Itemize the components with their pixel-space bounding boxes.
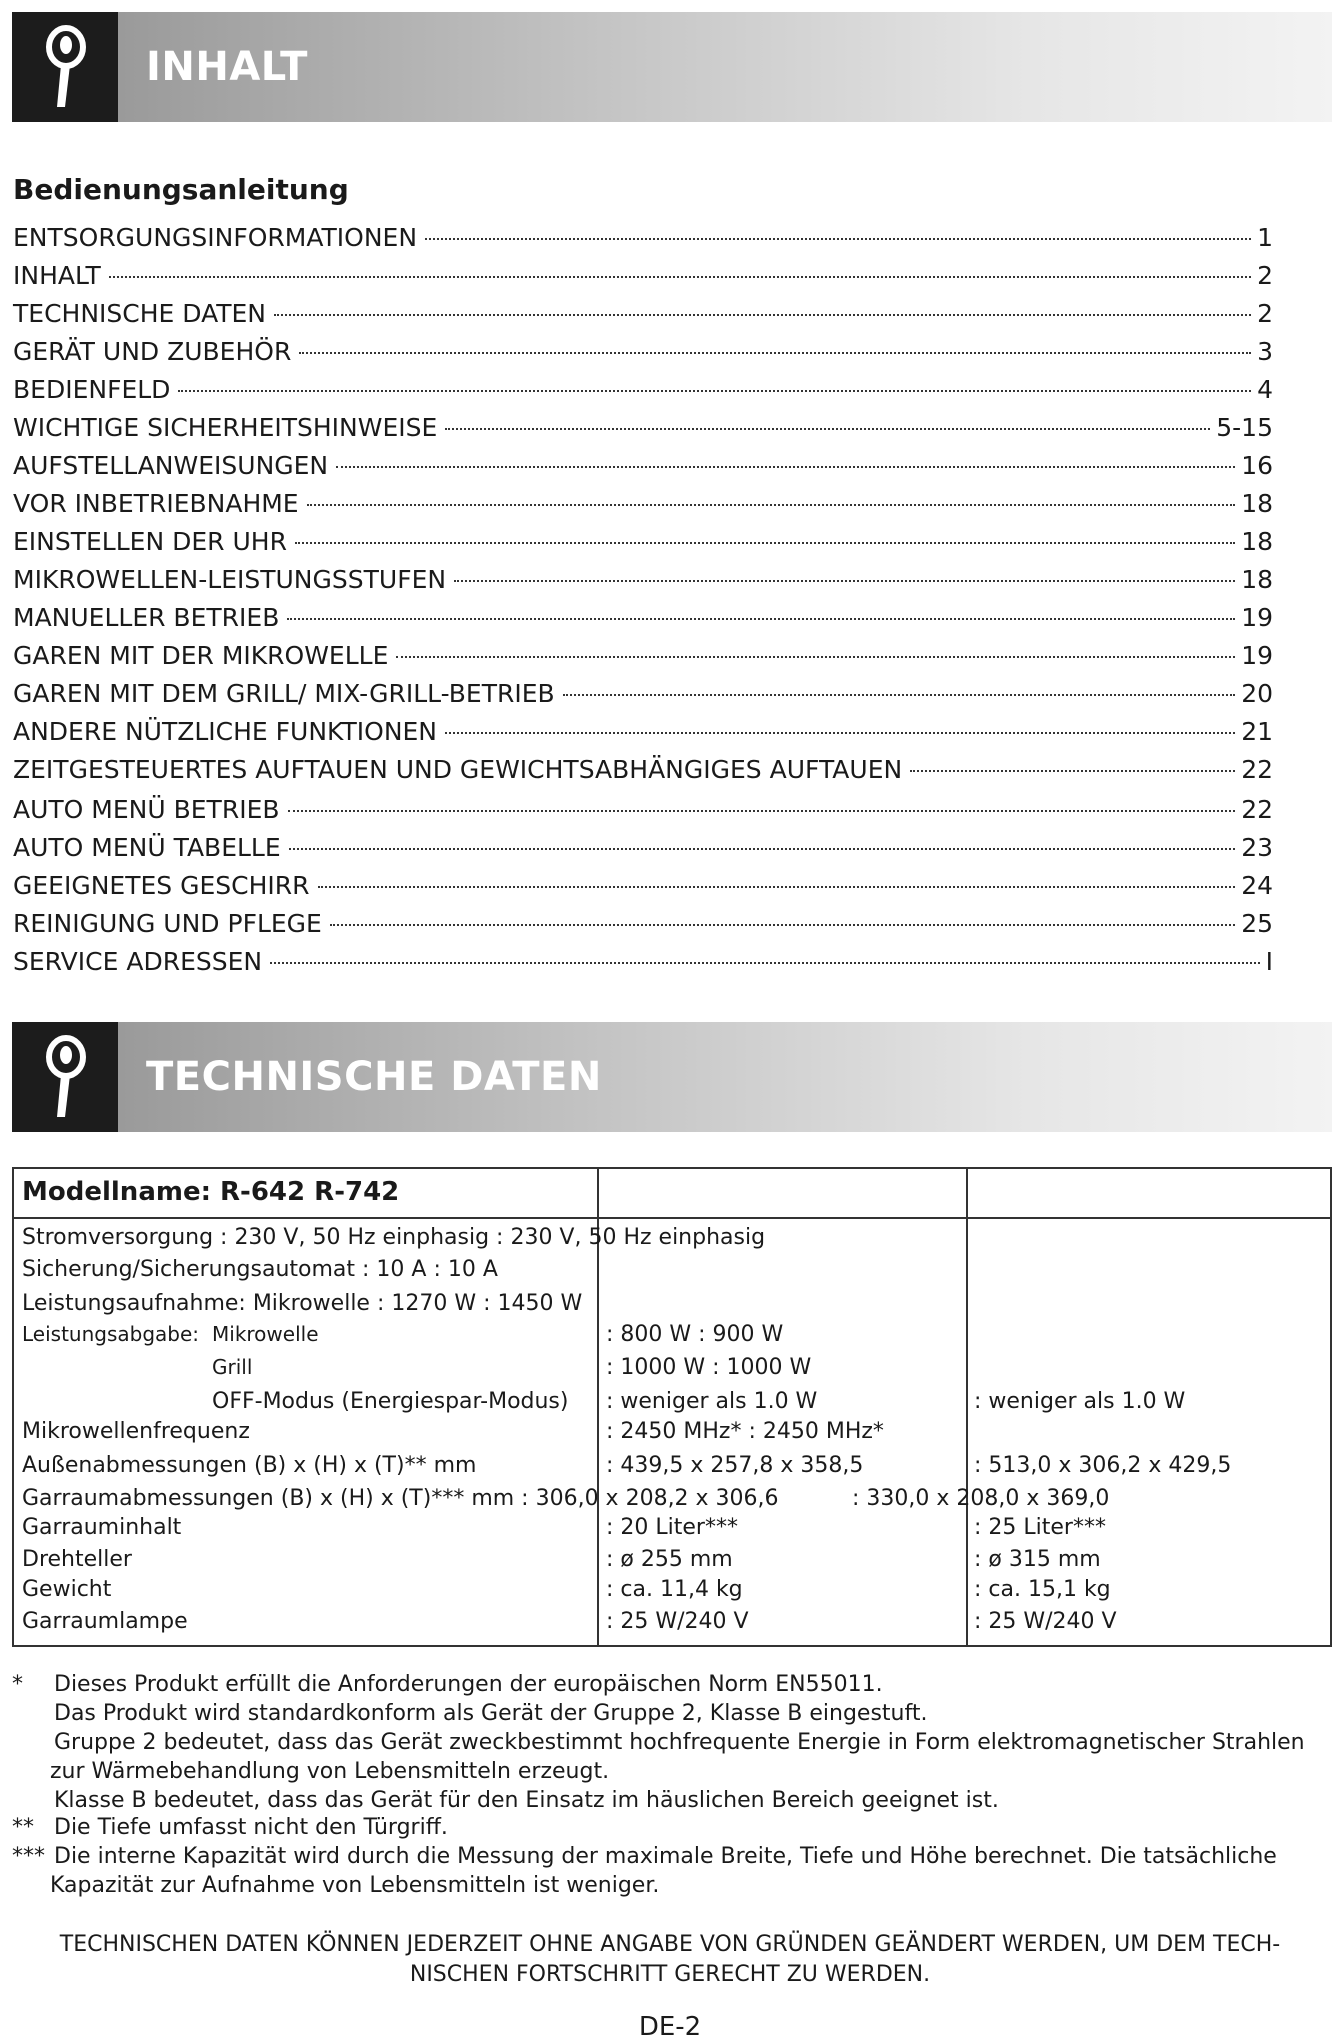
spec-lampe-label: Garraumlampe [22, 1609, 188, 1634]
toc-item-title: BEDIENFELD [13, 375, 171, 404]
banner-technische-daten [12, 1022, 1332, 1132]
toc-dot-leader [330, 924, 1235, 926]
toc-item-title: AUTO MENÜ TABELLE [13, 833, 281, 862]
footnote-line: zur Wärmebehandlung von Lebensmitteln erzeugt. [50, 1759, 610, 1784]
spec-dreh-value-2: : ø 315 mm [974, 1547, 1101, 1572]
toc-item-title: VOR INBETRIEBNAHME [13, 489, 299, 518]
toc-dot-leader [274, 314, 1251, 316]
spec-dreh-label: Drehteller [22, 1547, 132, 1572]
toc-dot-leader [318, 886, 1236, 888]
toc-item [13, 751, 1273, 791]
spec-aussen-value-2: : 513,0 x 306,2 x 429,5 [974, 1453, 1232, 1478]
toc-item [13, 829, 1273, 867]
toc-item [13, 295, 1273, 333]
toc-item [13, 867, 1273, 905]
footnote-mark: * [12, 1672, 23, 1697]
toc-item-page: 16 [1241, 451, 1273, 480]
tool-icon [12, 1022, 118, 1132]
spec-gewicht-value-1: : ca. 11,4 kg [606, 1577, 743, 1602]
toc-item [13, 561, 1273, 599]
toc-dot-leader [307, 504, 1236, 506]
spec-lampe-value-2: : 25 W/240 V [974, 1609, 1117, 1634]
toc-item-title: ANDERE NÜTZLICHE FUNKTIONEN [13, 717, 438, 746]
toc-dot-leader [178, 390, 1251, 392]
spec-garraum-value-2: : 330,0 x 208,0 x 369,0 [852, 1486, 1110, 1511]
toc-item [13, 599, 1273, 637]
table-of-contents [13, 172, 1273, 981]
spec-abgabe-grill-value: : 1000 W : 1000 W [606, 1355, 812, 1380]
spec-gewicht-value-2: : ca. 15,1 kg [974, 1577, 1111, 1602]
spec-sicherung: Sicherung/Sicherungsautomat : 10 A : 10 A [22, 1257, 498, 1282]
model-heading: Modellname: R-642 R-742 [22, 1177, 400, 1207]
toc-item-title: GEEIGNETES GESCHIRR [13, 871, 310, 900]
toc-item-title: ZEITGESTEUERTES AUFTAUEN UND GEWICHTSABHÄNGIGES AUFTAUEN [13, 755, 903, 784]
closing-notice-line: NISCHEN FORTSCHRITT GERECHT ZU WERDEN. [409, 1962, 931, 1987]
spec-stromversorgung: Stromversorgung : 230 V, 50 Hz einphasig : 230 V, 50 Hz einphasig [22, 1225, 766, 1250]
spec-inhalt-value-2: : 25 Liter*** [974, 1515, 1106, 1540]
toc-dot-leader [287, 618, 1235, 620]
toc-item [13, 675, 1273, 713]
toc-item-page: 22 [1241, 795, 1273, 824]
toc-heading: Bedienungsanleitung [13, 173, 349, 206]
toc-dot-leader [563, 694, 1236, 696]
spec-freq-value: : 2450 MHz* : 2450 MHz* [606, 1419, 884, 1444]
toc-item-page: 19 [1241, 641, 1273, 670]
footnote-line: Das Produkt wird standardkonform als Gerät der Gruppe 2, Klasse B eingestuft. [54, 1701, 928, 1726]
toc-dot-leader [109, 276, 1251, 278]
footnote-line: Dieses Produkt erfüllt die Anforderungen der europäischen Norm EN55011. [54, 1672, 883, 1697]
toc-item-title: EINSTELLEN DER UHR [13, 527, 287, 556]
spec-abgabe-grill-label: Grill [212, 1355, 253, 1379]
footnote-line: Klasse B bedeutet, dass das Gerät für den Einsatz im häuslichen Bereich geeignet ist. [54, 1788, 999, 1813]
toc-dot-leader [289, 848, 1236, 850]
toc-item-page: 19 [1241, 603, 1273, 632]
toc-dot-leader [445, 428, 1210, 430]
toc-item-page: 25 [1241, 909, 1273, 938]
toc-item-title: TECHNISCHE DATEN [13, 299, 267, 328]
spec-freq-label: Mikrowellenfrequenz [22, 1419, 250, 1444]
toc-item [13, 905, 1273, 943]
toc-dot-leader [425, 238, 1251, 240]
toc-item [13, 447, 1273, 485]
footnote-mark: ** [12, 1815, 34, 1840]
spec-lampe-value-1: : 25 W/240 V [606, 1609, 749, 1634]
toc-dot-leader [299, 352, 1251, 354]
toc-item-title: GAREN MIT DEM GRILL/ MIX-GRILL-BETRIEB [13, 679, 555, 708]
toc-item-page: 22 [1241, 755, 1273, 784]
footnote-line: Gruppe 2 bedeutet, dass das Gerät zweckbestimmt hochfrequente Energie in Form elektromagnetischer Strahlen [54, 1730, 1305, 1755]
spec-table [12, 1167, 1332, 1647]
toc-item-page: 18 [1241, 489, 1273, 518]
toc-item [13, 943, 1273, 981]
toc-item-page: 2 [1257, 299, 1273, 328]
toc-item-title: WICHTIGE SICHERHEITSHINWEISE [13, 413, 438, 442]
spec-abgabe-mikro-value: : 800 W : 900 W [606, 1322, 784, 1347]
toc-item-title: INHALT [13, 261, 101, 290]
toc-dot-leader [336, 466, 1235, 468]
footnote-line: Die interne Kapazität wird durch die Messung der maximale Breite, Tiefe und Höhe berechnet. Die tatsächliche [54, 1844, 1277, 1869]
spec-abgabe-mikro-label: Mikrowelle [212, 1322, 319, 1346]
toc-item-page: I [1265, 947, 1273, 976]
spec-aussen-value-1: : 439,5 x 257,8 x 358,5 [606, 1453, 864, 1478]
toc-item [13, 409, 1273, 447]
spec-dreh-value-1: : ø 255 mm [606, 1547, 733, 1572]
page-number: DE-2 [638, 2012, 702, 2042]
toc-dot-leader [445, 732, 1235, 734]
toc-item-title: GERÄT UND ZUBEHÖR [13, 337, 292, 366]
toc-dot-leader [396, 656, 1235, 658]
banner-title: INHALT [146, 44, 308, 90]
spec-inhalt-value-1: : 20 Liter*** [606, 1515, 738, 1540]
toc-dot-leader [288, 810, 1236, 812]
toc-item-title: REINIGUNG UND PFLEGE [13, 909, 322, 938]
footnote-line: Kapazität zur Aufnahme von Lebensmitteln ist weniger. [50, 1873, 660, 1898]
spec-off-value-1: : weniger als 1.0 W [606, 1389, 818, 1414]
spec-gewicht-label: Gewicht [22, 1577, 112, 1602]
spec-off-value-2: : weniger als 1.0 W [974, 1389, 1186, 1414]
toc-item-page: 2 [1257, 261, 1273, 290]
toc-item-title: AUFSTELLANWEISUNGEN [13, 451, 329, 480]
toc-item-page: 4 [1257, 375, 1273, 404]
closing-notice-line: TECHNISCHEN DATEN KÖNNEN JEDERZEIT OHNE ANGABE VON GRÜNDEN GEÄNDERT WERDEN, UM DEM TECH- [59, 1932, 1281, 1957]
toc-item [13, 371, 1273, 409]
toc-dot-leader [910, 770, 1235, 772]
toc-item-page: 18 [1241, 565, 1273, 594]
spec-garraum-line: Garraumabmessungen (B) x (H) x (T)*** mm : 306,0 x 208,2 x 306,6 [22, 1486, 779, 1511]
spec-inhalt-label: Garrauminhalt [22, 1515, 182, 1540]
toc-item-page: 20 [1241, 679, 1273, 708]
toc-item-page: 18 [1241, 527, 1273, 556]
header-divider [14, 1217, 1330, 1219]
toc-dot-leader [270, 962, 1260, 964]
spec-leistungsaufnahme: Leistungsaufnahme: Mikrowelle : 1270 W : 1450 W [22, 1291, 583, 1316]
toc-item [13, 333, 1273, 371]
toc-item-title: GAREN MIT DER MIKROWELLE [13, 641, 389, 670]
toc-item-title: MIKROWELLEN-LEISTUNGSSTUFEN [13, 565, 447, 594]
toc-item [13, 257, 1273, 295]
banner-inhalt [12, 12, 1332, 122]
banner-title: TECHNISCHE DATEN [146, 1054, 602, 1100]
toc-item-title: SERVICE ADRESSEN [13, 947, 263, 976]
tool-icon [12, 12, 118, 122]
toc-item-title: AUTO MENÜ BETRIEB [13, 795, 280, 824]
toc-item [13, 637, 1273, 675]
toc-dot-leader [295, 542, 1235, 544]
toc-item [13, 219, 1273, 257]
toc-item-page: 21 [1241, 717, 1273, 746]
column-divider [966, 1169, 968, 1645]
toc-item-page: 1 [1257, 223, 1273, 252]
toc-item-page: 3 [1257, 337, 1273, 366]
toc-dot-leader [454, 580, 1235, 582]
toc-item-title: MANUELLER BETRIEB [13, 603, 280, 632]
toc-item [13, 713, 1273, 751]
toc-item-title: ENTSORGUNGSINFORMATIONEN [13, 223, 418, 252]
toc-item [13, 523, 1273, 561]
spec-aussen-label: Außenabmessungen (B) x (H) x (T)** mm [22, 1453, 477, 1478]
spec-off-label: OFF-Modus (Energiespar-Modus) [212, 1389, 569, 1414]
footnote-mark: *** [12, 1844, 45, 1869]
footnote-line: Die Tiefe umfasst nicht den Türgriff. [54, 1815, 448, 1840]
toc-item [13, 485, 1273, 523]
toc-item [13, 791, 1273, 829]
spec-abgabe-label: Leistungsabgabe: [22, 1322, 200, 1346]
toc-item-page: 24 [1241, 871, 1273, 900]
toc-item-page: 23 [1241, 833, 1273, 862]
toc-item-page: 5-15 [1216, 413, 1273, 442]
